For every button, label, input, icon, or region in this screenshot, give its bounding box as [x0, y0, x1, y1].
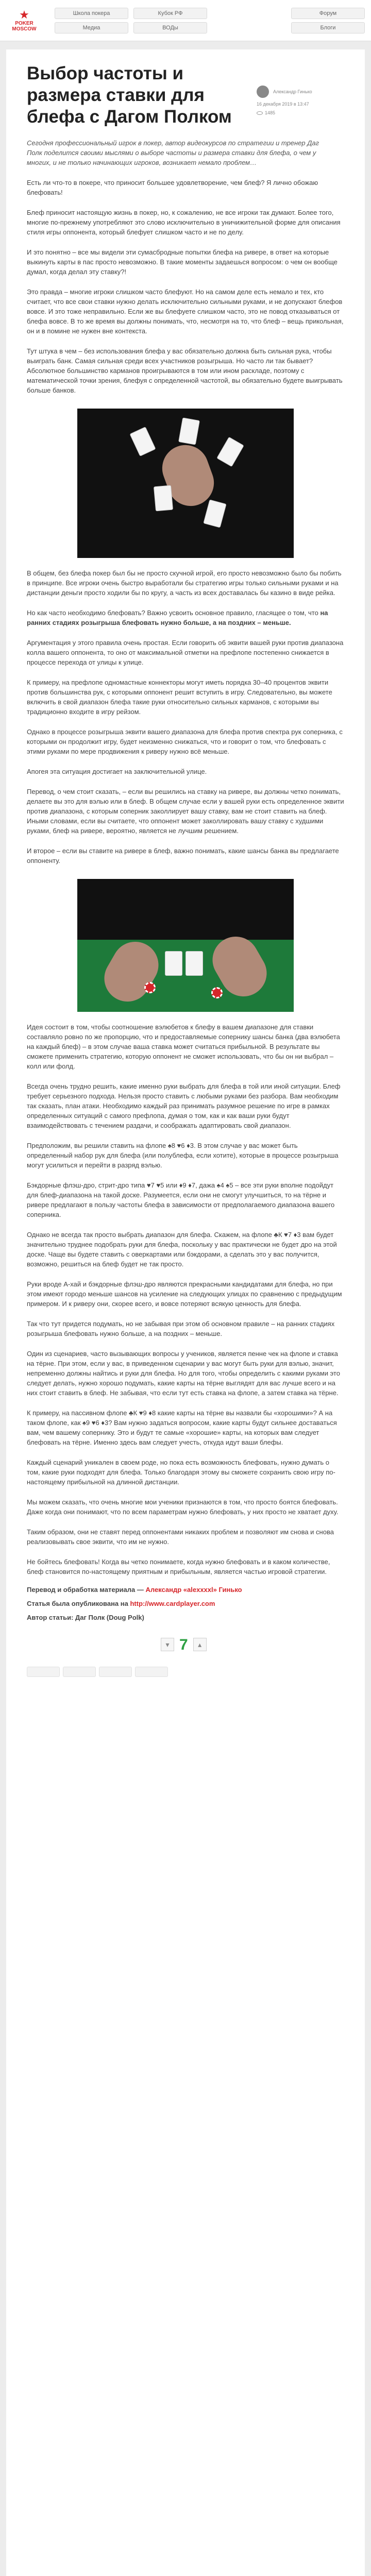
paragraph: Однако в процессе розыгрыша эквити вашего диапазона для блефа против спектра рук соперника, с которыми он продолжит игру, будет неизменно снижаться, что и говорит о том, что блефовать с этими руками по мере продвижения к риверу нужно всё меньше.	[27, 728, 343, 755]
nav-item-school[interactable]: Школа покера	[55, 8, 128, 19]
views-count: 1485	[265, 110, 276, 115]
rating-score: 7	[179, 1636, 188, 1653]
paragraph: Один из сценариев, часто вызывающих вопросы у учеников, является пенне чек на флопе и ставка на тёрне. При этом, если у вас, в приведенном сценарии у вас могут быть руки для вэлью, значит, непременно должны найтись и руки для блефа. Но для того, чтобы определить с какими руками это следует делать, нужно хорошо подумать, какие карты на тёрне выглядят для вас лучше всего и на них стоит ставить в блеф. Не забывая, что если тут есть ставка на флопе, а затем ставка на тёрне.	[27, 1350, 340, 1397]
paragraph: И второе – если вы ставите на ривере в блеф, важно понимать, какие шансы банка вы предлагаете оппоненту.	[27, 847, 339, 865]
article-lead: Сегодня профессиональный игрок в покер, автор видеокурсов по стратегии и тренер Даг Полк поделится своими мыслями о выборе частоты и размера ставки для блефа, о чем у многих, и не только начинающих игроков, возникает немало проблем…	[27, 139, 319, 166]
card-shape	[178, 417, 200, 445]
paragraph: В общем, без блефа покер был бы не просто скучной игрой, его просто невозможно было бы побить в принципе. Все игроки очень быстро выработали бы стратегию игры только сильными руками и на дистанции деньги просто ходили бы по кругу, а часть из всех доставалась бы казино в виде рейка.	[27, 569, 342, 597]
article-card	[6, 49, 365, 2576]
paragraph: Аргументация у этого правила очень простая. Если говорить об эквити вашей руки против диапазона колла вашего оппонента, то оно от максимальной отметки на префлопе постепенно снижается в процессе перехода от улицы к улице.	[27, 639, 344, 666]
paragraph: Предположим, вы решили ставить на флопе ♠8 ♥6 ♦3. В этом случае у вас может быть определенный набор рук для блефа (или полублефа, если хотите), которые в процессе розыгрыша могут усилиться и перейти в разряд вэлью.	[27, 1142, 339, 1169]
credit-source: Статья была опубликована на http://www.cardplayer.com	[27, 1600, 215, 1607]
translator-link[interactable]: Александр «alexxxxl» Гинько	[145, 1586, 242, 1594]
like-button[interactable]: ▴	[193, 1638, 207, 1651]
paragraph: Так что тут придется подумать, но не забывая при этом об основном правиле – на ранних стадиях розыгрыша блефовать нужно больше, а на поздних – меньше.	[27, 1320, 335, 1337]
article-content	[6, 49, 365, 1677]
share-button[interactable]	[135, 1667, 168, 1677]
nav-item-cup[interactable]: Кубок РФ	[133, 8, 207, 19]
dislike-button[interactable]: ▾	[161, 1638, 174, 1651]
source-link[interactable]: http://www.cardplayer.com	[130, 1600, 215, 1607]
logo-line2: MOSCOW	[12, 26, 37, 32]
eye-icon	[257, 111, 263, 115]
article-title: Выбор частоты и размера ставки для блефа с Дагом Полком	[27, 63, 232, 127]
card-shape	[154, 485, 173, 512]
paragraph: Каждый сценарий уникален в своем роде, но пока есть возможность блефовать, нужно думать о том, какие руки подходят для блефа. Только благодаря этому вы сможете сохранить свою игру по-настоящему прибыльной на длинной дистанции.	[27, 1459, 335, 1486]
paragraph: Блеф приносит настоящую жизнь в покер, но, к сожалению, не все игроки так думают. Более того, многие по-прежнему употребляют это слово исключительно в уничижительной форме для описания стиля игры оппонента, который блефует слишком часто и не по делу.	[27, 209, 341, 236]
author-avatar[interactable]	[257, 86, 269, 98]
main-nav	[55, 8, 365, 33]
author-name-credit: Даг Полк (Doug Polk)	[75, 1614, 144, 1621]
card-shape	[185, 951, 203, 976]
article-credits	[27, 1585, 344, 1622]
share-button[interactable]	[27, 1667, 60, 1677]
article-date: 16 декабря 2019 в 13:47	[257, 101, 309, 107]
nav-item-media[interactable]: Медиа	[55, 22, 128, 33]
paragraph: Тут штука в чем – без использования блефа у вас обязательно должна быть сильная рука, чтобы выиграть банк. Самая сильная среди всех участников розыгрыша. Но часто ли так бывает? Абсолютное большинство карманов проигрываются в том или ином раскладе, поэтому с математической точки зрения, блефуя с определенной частотой, вы обязательно будете выигрывать больше банков.	[27, 347, 343, 394]
paragraph: Не бойтесь блефовать! Когда вы четко понимаете, когда нужно блефовать и в каком количестве, блеф становится по-настоящему приятным и прибыльным, является частью игровой стратегии.	[27, 1558, 330, 1575]
rating-widget	[161, 1638, 344, 1651]
paragraph: Однако не всегда так просто выбрать диапазон для блефа. Скажем, на флопе ♣К ♥7 ♦3 вам будет значительно труднее подобрать руки для блефа, поскольку у вас практически не будет дро на этой доске. Чаще вы будете ставить с оверкартами или бэкдорами, а сделать это у вас получится, возможно, решиться на блеф будет не так просто.	[27, 1231, 337, 1268]
credit-author: Автор статьи: Даг Полк (Doug Polk)	[27, 1614, 144, 1621]
article-photo-table	[77, 879, 294, 1012]
article-photo-cards	[77, 409, 294, 558]
author-name[interactable]: Александр Гинько	[273, 89, 312, 94]
paragraph: Руки вроде А-хай и бэкдорные флэш-дро являются прекрасными кандидатами для блефа, но при этом имеют городо меньше шансов на усиление на следующих улицах по сравнению с предыдущим примером. И к риверу они, скорее всего, и вовсе потеряют всякую ценность для блефа.	[27, 1280, 342, 1308]
paragraph: Бэкдорные флэш-дро, стрит-дро типа ♥7 ♥5 или ♦9 ♦7, дажа ♠4 ♠5 – все эти руки вполне подойдут для блеф-диапазона на такой доске. Разумеется, если они не смогут улучшиться, то на тёрне и ривере предлагают в пользу частоты блефа в зависимости от предполагаемого диапазона вашего соперника.	[27, 1181, 335, 1218]
article-meta	[257, 63, 344, 128]
nav-item-forum[interactable]: Форум	[291, 8, 365, 19]
paragraph: Мы можем сказать, что очень многие мои ученики признаются в том, что просто боятся блефовать. Даже когда они понимают, что по всем параметрам нужно блефовать, у них просто не хватает духу.	[27, 1498, 339, 1516]
nav-item-blogs[interactable]: Блоги	[291, 22, 365, 33]
paragraph: К примеру, на префлопе одномастные коннекторы могут иметь порядка 30–40 процентов эквити против большинства рук, с которыми оппонент решит вступить в игру. Следовательно, вы можете включить в свой диапазон блефа такие руки относительно сильных карманов, с которыми вы традиционно входите в игру рейзом.	[27, 679, 332, 716]
paragraph: Апогея эта ситуация достигает на заключительной улице.	[27, 768, 207, 775]
chip-shape	[144, 982, 156, 993]
card-shape	[203, 499, 226, 528]
paragraph: И это понятно – все мы видели эти сумасбродные попытки блефа на ривере, в ответ на которые выкинуть карты в пас просто невозможно. В такие моменты задаешься вопросом: о чем он вообще думал, когда делал эту ставку?!	[27, 248, 338, 276]
share-button[interactable]	[63, 1667, 96, 1677]
chip-shape	[211, 987, 223, 998]
card-shape	[129, 427, 156, 456]
paragraph: Перевод, о чем стоит сказать, – если вы решились на ставку на ривере, вы должны четко понимать, делаете вы это для вэлью или в блеф. В общем случае если у вашей руки есть определенное эквити против диапазона, с которым соперник заколлирует вашу ставку, вам не стоит ставить на блеф. Иными словами, если вы считаете, что оппонент может заколлировать вашу ставку с худшими руками, блеф на ривере, вероятно, является не лучшим решением.	[27, 788, 344, 835]
paragraph: К примеру, на пассивном флопе ♣К ♥9 ♦8 какие карты на тёрне вы назвали бы «хорошими»? А на таком флопе, как ♠9 ♥6 ♦3? Вам нужно задаться вопросом, какие карты будут сильнее доставаться вам, чем вашему сопернику. Это и будут те самые «хорошие» карты, на которых вам следует блефовать на тёрне. Именно здесь вам следует учесть, откуда идут ваши блефы.	[27, 1409, 337, 1446]
paragraph: Всегда очень трудно решить, какие именно руки выбрать для блефа в той или иной ситуации. Блеф требует серьезного подхода. Нельзя просто ставить с любыми руками без разбора. Вам необходим так сказать, план атаки. Необходимо каждый раз принимать разумное решение по игре в рамках определенных ситуаций с самого префлопа, думая о том, как и как ваши руки будут взаимодействовать с течением раздачи, и соображать адаптировать свой диапазон.	[27, 1082, 341, 1129]
paragraph: Есть ли что-то в покере, что приносит большее удовлетворение, чем блеф? Я лично обожаю блефовать!	[27, 179, 318, 196]
credit-translator: Перевод и обработка материала — Александр «alexxxxl» Гинько	[27, 1586, 242, 1594]
card-shape	[216, 437, 244, 467]
share-buttons	[27, 1667, 344, 1677]
paragraph: Таким образом, они не ставят перед оппонентами никаких проблем и позволяют им снова и снова реализовывать свое эквити, что им не нужно.	[27, 1528, 334, 1546]
rule-highlight: на ранних стадиях розыгрыша блефовать нужно больше, а на поздних – меньше.	[27, 609, 328, 626]
star-icon: ★	[19, 8, 29, 21]
logo-line1: POKER	[15, 20, 33, 26]
site-logo[interactable]	[6, 9, 42, 32]
share-button[interactable]	[99, 1667, 132, 1677]
site-header	[0, 0, 371, 41]
paragraph: Идея состоит в том, чтобы соотношение вэлюбетов к блефу в вашем диапазоне для ставки составляло ровно по же пропорцию, что и предоставляемые сопернику шансы банка (два вэлюбета на каждый блеф) – в этом случае ваша ставка может считаться прибыльной. В результате вы сможете применить стратегию, которую оппонент не сможет использовать, что бы он ни выбрал – колл или фолд.	[27, 1023, 340, 1070]
nav-item-vods[interactable]: ВОДы	[133, 22, 207, 33]
card-shape	[165, 951, 182, 976]
paragraph: Это правда – многие игроки слишком часто блефуют. Но на самом деле есть немало и тех, кто считает, что все свои ставки нужно делать исключительно сильными руками, и не допускают блефов вовсе. И это тоже неправильно. Если же вы блефуете слишком часто, это не повод отказываться от блефа вовсе. В то же время вы должны понимать, что, несмотря на то, что блеф – вещь прикольная, он и в помине не нужен вне контекста.	[27, 288, 344, 335]
rule-intro: Но как часто необходимо блефовать? Важно усвоить основное правило, гласящее о том, что	[27, 609, 321, 617]
paragraph	[27, 608, 344, 628]
